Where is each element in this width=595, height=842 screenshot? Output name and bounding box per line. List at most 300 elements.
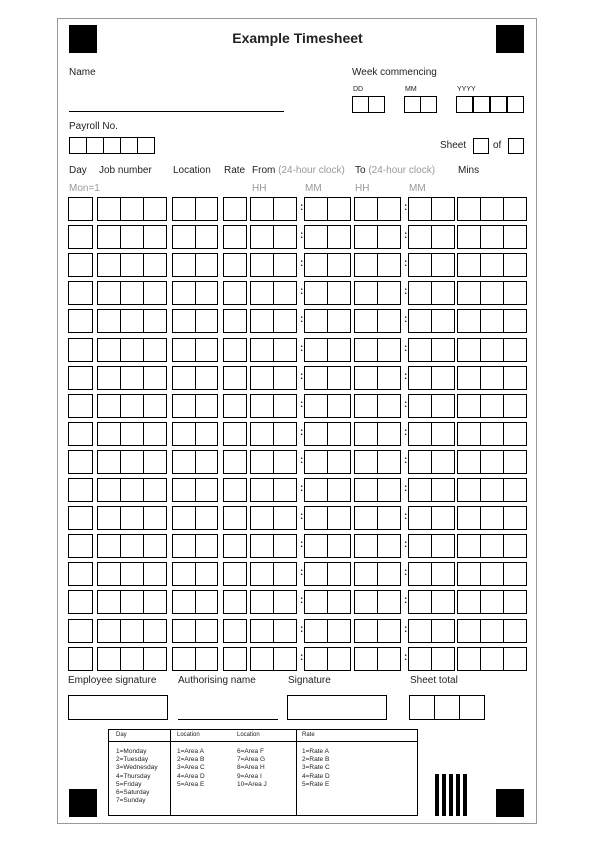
location-entry-box[interactable] xyxy=(172,450,196,474)
minutes-entry-box[interactable] xyxy=(480,338,504,362)
minutes-entry-box[interactable] xyxy=(503,506,527,530)
from-hours-entry-box[interactable] xyxy=(250,338,274,362)
to-hours-entry-box[interactable] xyxy=(354,253,378,277)
sheet-total-boxes[interactable] xyxy=(409,695,485,720)
to-minutes-entry-box[interactable] xyxy=(408,338,432,362)
to-hours-entry-box[interactable] xyxy=(354,619,378,643)
job-number-entry-box[interactable] xyxy=(143,197,167,221)
to-minutes-entry-box[interactable] xyxy=(431,450,455,474)
job-number-entry-box[interactable] xyxy=(97,619,121,643)
to-hours-entry-box[interactable] xyxy=(354,366,378,390)
from-hours-entry-box[interactable] xyxy=(250,450,274,474)
minutes-entry-box[interactable] xyxy=(503,225,527,249)
day-entry-box[interactable] xyxy=(68,366,93,390)
to-hours-entry-box[interactable] xyxy=(377,478,401,502)
from-hours-entry-box[interactable] xyxy=(250,281,274,305)
from-minutes-entry-box[interactable] xyxy=(304,619,328,643)
from-minutes-entry-box[interactable] xyxy=(327,394,351,418)
to-minutes-entry-box[interactable] xyxy=(408,225,432,249)
from-minutes-entry-box[interactable] xyxy=(327,534,351,558)
from-minutes-entry-box[interactable] xyxy=(327,619,351,643)
day-entry-box[interactable] xyxy=(68,619,93,643)
digit-box[interactable] xyxy=(459,695,485,720)
location-entry-box[interactable] xyxy=(172,422,196,446)
job-number-entry-box[interactable] xyxy=(97,562,121,586)
job-number-entry-box[interactable] xyxy=(143,394,167,418)
from-minutes-entry-box[interactable] xyxy=(304,422,328,446)
from-hours-entry-box[interactable] xyxy=(250,197,274,221)
location-entry-box[interactable] xyxy=(195,309,219,333)
job-number-entry-box[interactable] xyxy=(120,338,144,362)
day-entry-box[interactable] xyxy=(68,506,93,530)
to-minutes-entry-box[interactable] xyxy=(408,309,432,333)
from-minutes-entry-box[interactable] xyxy=(304,562,328,586)
location-entry-box[interactable] xyxy=(172,506,196,530)
authorising-name-field[interactable] xyxy=(178,719,278,720)
to-minutes-entry-box[interactable] xyxy=(408,506,432,530)
from-hours-entry-box[interactable] xyxy=(273,534,297,558)
from-hours-entry-box[interactable] xyxy=(273,562,297,586)
from-minutes-entry-box[interactable] xyxy=(304,394,328,418)
from-minutes-entry-box[interactable] xyxy=(304,197,328,221)
to-hours-entry-box[interactable] xyxy=(377,506,401,530)
from-minutes-entry-box[interactable] xyxy=(327,366,351,390)
from-hours-entry-box[interactable] xyxy=(250,478,274,502)
job-number-entry-box[interactable] xyxy=(120,647,144,671)
minutes-entry-box[interactable] xyxy=(503,338,527,362)
location-entry-box[interactable] xyxy=(172,366,196,390)
from-minutes-entry-box[interactable] xyxy=(304,253,328,277)
from-hours-entry-box[interactable] xyxy=(250,422,274,446)
from-hours-entry-box[interactable] xyxy=(250,534,274,558)
digit-box[interactable] xyxy=(86,137,104,154)
from-minutes-entry-box[interactable] xyxy=(327,338,351,362)
digit-box[interactable] xyxy=(507,96,524,113)
minutes-entry-box[interactable] xyxy=(503,647,527,671)
from-minutes-entry-box[interactable] xyxy=(304,534,328,558)
day-entry-box[interactable] xyxy=(68,590,93,614)
location-entry-box[interactable] xyxy=(172,478,196,502)
location-entry-box[interactable] xyxy=(195,450,219,474)
job-number-entry-box[interactable] xyxy=(120,197,144,221)
to-minutes-entry-box[interactable] xyxy=(408,450,432,474)
location-entry-box[interactable] xyxy=(172,590,196,614)
to-minutes-entry-box[interactable] xyxy=(431,309,455,333)
job-number-entry-box[interactable] xyxy=(143,590,167,614)
to-minutes-entry-box[interactable] xyxy=(408,619,432,643)
from-minutes-entry-box[interactable] xyxy=(327,562,351,586)
to-hours-entry-box[interactable] xyxy=(377,422,401,446)
from-minutes-entry-box[interactable] xyxy=(304,478,328,502)
digit-box[interactable] xyxy=(137,137,155,154)
job-number-entry-box[interactable] xyxy=(97,478,121,502)
minutes-entry-box[interactable] xyxy=(480,478,504,502)
minutes-entry-box[interactable] xyxy=(503,394,527,418)
to-hours-entry-box[interactable] xyxy=(354,534,378,558)
employee-signature-box[interactable] xyxy=(68,695,168,720)
week-day-boxes[interactable] xyxy=(352,96,385,113)
rate-entry-box[interactable] xyxy=(223,619,247,643)
to-minutes-entry-box[interactable] xyxy=(431,197,455,221)
week-month-boxes[interactable] xyxy=(404,96,437,113)
digit-box[interactable] xyxy=(456,96,473,113)
minutes-entry-box[interactable] xyxy=(503,422,527,446)
signature-box[interactable] xyxy=(287,695,387,720)
from-hours-entry-box[interactable] xyxy=(250,619,274,643)
minutes-entry-box[interactable] xyxy=(480,394,504,418)
minutes-entry-box[interactable] xyxy=(503,197,527,221)
minutes-entry-box[interactable] xyxy=(457,225,481,249)
job-number-entry-box[interactable] xyxy=(97,506,121,530)
job-number-entry-box[interactable] xyxy=(120,619,144,643)
from-minutes-entry-box[interactable] xyxy=(304,366,328,390)
to-hours-entry-box[interactable] xyxy=(354,590,378,614)
minutes-entry-box[interactable] xyxy=(457,534,481,558)
location-entry-box[interactable] xyxy=(195,225,219,249)
to-hours-entry-box[interactable] xyxy=(354,506,378,530)
job-number-entry-box[interactable] xyxy=(97,394,121,418)
to-hours-entry-box[interactable] xyxy=(377,562,401,586)
digit-box[interactable] xyxy=(473,96,490,113)
to-minutes-entry-box[interactable] xyxy=(408,478,432,502)
job-number-entry-box[interactable] xyxy=(143,647,167,671)
to-minutes-entry-box[interactable] xyxy=(431,534,455,558)
minutes-entry-box[interactable] xyxy=(503,450,527,474)
job-number-entry-box[interactable] xyxy=(120,422,144,446)
minutes-entry-box[interactable] xyxy=(503,253,527,277)
day-entry-box[interactable] xyxy=(68,450,93,474)
to-hours-entry-box[interactable] xyxy=(377,225,401,249)
to-hours-entry-box[interactable] xyxy=(354,281,378,305)
to-hours-entry-box[interactable] xyxy=(354,338,378,362)
job-number-entry-box[interactable] xyxy=(97,253,121,277)
from-minutes-entry-box[interactable] xyxy=(327,253,351,277)
minutes-entry-box[interactable] xyxy=(480,619,504,643)
day-entry-box[interactable] xyxy=(68,478,93,502)
from-minutes-entry-box[interactable] xyxy=(304,338,328,362)
from-hours-entry-box[interactable] xyxy=(250,366,274,390)
from-hours-entry-box[interactable] xyxy=(250,225,274,249)
to-minutes-entry-box[interactable] xyxy=(431,619,455,643)
to-minutes-entry-box[interactable] xyxy=(431,394,455,418)
minutes-entry-box[interactable] xyxy=(480,281,504,305)
sheet-number-box[interactable] xyxy=(473,138,489,154)
location-entry-box[interactable] xyxy=(172,619,196,643)
job-number-entry-box[interactable] xyxy=(97,590,121,614)
to-hours-entry-box[interactable] xyxy=(354,647,378,671)
minutes-entry-box[interactable] xyxy=(457,394,481,418)
to-hours-entry-box[interactable] xyxy=(354,225,378,249)
from-minutes-entry-box[interactable] xyxy=(304,647,328,671)
from-minutes-entry-box[interactable] xyxy=(327,450,351,474)
job-number-entry-box[interactable] xyxy=(97,281,121,305)
minutes-entry-box[interactable] xyxy=(480,590,504,614)
rate-entry-box[interactable] xyxy=(223,590,247,614)
job-number-entry-box[interactable] xyxy=(143,309,167,333)
to-hours-entry-box[interactable] xyxy=(354,309,378,333)
from-minutes-entry-box[interactable] xyxy=(304,450,328,474)
minutes-entry-box[interactable] xyxy=(503,281,527,305)
location-entry-box[interactable] xyxy=(195,562,219,586)
job-number-entry-box[interactable] xyxy=(120,562,144,586)
from-hours-entry-box[interactable] xyxy=(273,394,297,418)
location-entry-box[interactable] xyxy=(172,647,196,671)
from-hours-entry-box[interactable] xyxy=(273,197,297,221)
rate-entry-box[interactable] xyxy=(223,562,247,586)
from-hours-entry-box[interactable] xyxy=(273,253,297,277)
job-number-entry-box[interactable] xyxy=(97,197,121,221)
location-entry-box[interactable] xyxy=(195,619,219,643)
minutes-entry-box[interactable] xyxy=(480,253,504,277)
day-entry-box[interactable] xyxy=(68,281,93,305)
to-hours-entry-box[interactable] xyxy=(354,422,378,446)
minutes-entry-box[interactable] xyxy=(503,534,527,558)
minutes-entry-box[interactable] xyxy=(457,647,481,671)
minutes-entry-box[interactable] xyxy=(457,281,481,305)
minutes-entry-box[interactable] xyxy=(457,478,481,502)
from-hours-entry-box[interactable] xyxy=(250,590,274,614)
minutes-entry-box[interactable] xyxy=(457,309,481,333)
from-minutes-entry-box[interactable] xyxy=(304,506,328,530)
minutes-entry-box[interactable] xyxy=(480,647,504,671)
to-minutes-entry-box[interactable] xyxy=(431,562,455,586)
to-hours-entry-box[interactable] xyxy=(354,197,378,221)
from-hours-entry-box[interactable] xyxy=(273,619,297,643)
minutes-entry-box[interactable] xyxy=(503,562,527,586)
day-entry-box[interactable] xyxy=(68,197,93,221)
to-minutes-entry-box[interactable] xyxy=(408,562,432,586)
from-hours-entry-box[interactable] xyxy=(250,253,274,277)
rate-entry-box[interactable] xyxy=(223,366,247,390)
payroll-boxes[interactable] xyxy=(69,137,155,154)
rate-entry-box[interactable] xyxy=(223,253,247,277)
day-entry-box[interactable] xyxy=(68,338,93,362)
job-number-entry-box[interactable] xyxy=(97,225,121,249)
job-number-entry-box[interactable] xyxy=(97,422,121,446)
to-minutes-entry-box[interactable] xyxy=(431,506,455,530)
from-hours-entry-box[interactable] xyxy=(273,225,297,249)
rate-entry-box[interactable] xyxy=(223,225,247,249)
job-number-entry-box[interactable] xyxy=(120,534,144,558)
from-hours-entry-box[interactable] xyxy=(273,450,297,474)
to-minutes-entry-box[interactable] xyxy=(408,281,432,305)
minutes-entry-box[interactable] xyxy=(457,366,481,390)
job-number-entry-box[interactable] xyxy=(97,309,121,333)
week-year-boxes[interactable] xyxy=(456,96,524,113)
job-number-entry-box[interactable] xyxy=(120,281,144,305)
job-number-entry-box[interactable] xyxy=(97,450,121,474)
job-number-entry-box[interactable] xyxy=(143,450,167,474)
to-minutes-entry-box[interactable] xyxy=(431,422,455,446)
to-minutes-entry-box[interactable] xyxy=(431,281,455,305)
to-minutes-entry-box[interactable] xyxy=(408,422,432,446)
rate-entry-box[interactable] xyxy=(223,422,247,446)
day-entry-box[interactable] xyxy=(68,562,93,586)
to-hours-entry-box[interactable] xyxy=(377,281,401,305)
minutes-entry-box[interactable] xyxy=(457,253,481,277)
minutes-entry-box[interactable] xyxy=(480,450,504,474)
to-minutes-entry-box[interactable] xyxy=(431,338,455,362)
minutes-entry-box[interactable] xyxy=(457,590,481,614)
minutes-entry-box[interactable] xyxy=(503,619,527,643)
to-hours-entry-box[interactable] xyxy=(377,394,401,418)
from-hours-entry-box[interactable] xyxy=(273,590,297,614)
minutes-entry-box[interactable] xyxy=(457,506,481,530)
from-hours-entry-box[interactable] xyxy=(273,478,297,502)
job-number-entry-box[interactable] xyxy=(97,366,121,390)
location-entry-box[interactable] xyxy=(195,422,219,446)
location-entry-box[interactable] xyxy=(172,197,196,221)
minutes-entry-box[interactable] xyxy=(503,309,527,333)
job-number-entry-box[interactable] xyxy=(143,338,167,362)
from-minutes-entry-box[interactable] xyxy=(304,225,328,249)
digit-box[interactable] xyxy=(434,695,460,720)
minutes-entry-box[interactable] xyxy=(503,366,527,390)
to-minutes-entry-box[interactable] xyxy=(408,253,432,277)
job-number-entry-box[interactable] xyxy=(143,422,167,446)
day-entry-box[interactable] xyxy=(68,647,93,671)
day-entry-box[interactable] xyxy=(68,225,93,249)
minutes-entry-box[interactable] xyxy=(480,225,504,249)
job-number-entry-box[interactable] xyxy=(97,647,121,671)
to-hours-entry-box[interactable] xyxy=(354,394,378,418)
location-entry-box[interactable] xyxy=(172,338,196,362)
rate-entry-box[interactable] xyxy=(223,506,247,530)
from-minutes-entry-box[interactable] xyxy=(304,281,328,305)
to-minutes-entry-box[interactable] xyxy=(431,253,455,277)
minutes-entry-box[interactable] xyxy=(480,506,504,530)
to-hours-entry-box[interactable] xyxy=(354,450,378,474)
to-hours-entry-box[interactable] xyxy=(377,197,401,221)
job-number-entry-box[interactable] xyxy=(120,506,144,530)
from-hours-entry-box[interactable] xyxy=(273,309,297,333)
minutes-entry-box[interactable] xyxy=(480,309,504,333)
job-number-entry-box[interactable] xyxy=(120,309,144,333)
from-hours-entry-box[interactable] xyxy=(273,281,297,305)
rate-entry-box[interactable] xyxy=(223,478,247,502)
day-entry-box[interactable] xyxy=(68,394,93,418)
job-number-entry-box[interactable] xyxy=(120,253,144,277)
to-minutes-entry-box[interactable] xyxy=(408,590,432,614)
rate-entry-box[interactable] xyxy=(223,197,247,221)
digit-box[interactable] xyxy=(103,137,121,154)
minutes-entry-box[interactable] xyxy=(457,450,481,474)
from-minutes-entry-box[interactable] xyxy=(327,590,351,614)
minutes-entry-box[interactable] xyxy=(457,422,481,446)
name-field[interactable] xyxy=(69,111,284,112)
to-minutes-entry-box[interactable] xyxy=(431,366,455,390)
digit-box[interactable] xyxy=(120,137,138,154)
location-entry-box[interactable] xyxy=(195,281,219,305)
minutes-entry-box[interactable] xyxy=(457,562,481,586)
to-minutes-entry-box[interactable] xyxy=(431,225,455,249)
digit-box[interactable] xyxy=(409,695,435,720)
job-number-entry-box[interactable] xyxy=(143,534,167,558)
from-minutes-entry-box[interactable] xyxy=(327,281,351,305)
digit-box[interactable] xyxy=(490,96,507,113)
job-number-entry-box[interactable] xyxy=(143,366,167,390)
minutes-entry-box[interactable] xyxy=(480,366,504,390)
location-entry-box[interactable] xyxy=(195,366,219,390)
location-entry-box[interactable] xyxy=(172,534,196,558)
minutes-entry-box[interactable] xyxy=(480,422,504,446)
to-minutes-entry-box[interactable] xyxy=(431,647,455,671)
to-hours-entry-box[interactable] xyxy=(377,590,401,614)
from-minutes-entry-box[interactable] xyxy=(327,225,351,249)
day-entry-box[interactable] xyxy=(68,422,93,446)
from-hours-entry-box[interactable] xyxy=(273,647,297,671)
rate-entry-box[interactable] xyxy=(223,309,247,333)
location-entry-box[interactable] xyxy=(195,197,219,221)
location-entry-box[interactable] xyxy=(172,309,196,333)
from-minutes-entry-box[interactable] xyxy=(327,197,351,221)
location-entry-box[interactable] xyxy=(195,647,219,671)
job-number-entry-box[interactable] xyxy=(143,562,167,586)
job-number-entry-box[interactable] xyxy=(120,394,144,418)
minutes-entry-box[interactable] xyxy=(457,338,481,362)
to-hours-entry-box[interactable] xyxy=(377,647,401,671)
rate-entry-box[interactable] xyxy=(223,281,247,305)
to-minutes-entry-box[interactable] xyxy=(408,534,432,558)
job-number-entry-box[interactable] xyxy=(120,450,144,474)
rate-entry-box[interactable] xyxy=(223,647,247,671)
job-number-entry-box[interactable] xyxy=(120,225,144,249)
job-number-entry-box[interactable] xyxy=(120,478,144,502)
job-number-entry-box[interactable] xyxy=(120,366,144,390)
to-hours-entry-box[interactable] xyxy=(377,253,401,277)
sheet-total-count-box[interactable] xyxy=(508,138,524,154)
job-number-entry-box[interactable] xyxy=(143,506,167,530)
minutes-entry-box[interactable] xyxy=(480,197,504,221)
from-hours-entry-box[interactable] xyxy=(273,506,297,530)
to-minutes-entry-box[interactable] xyxy=(431,590,455,614)
from-minutes-entry-box[interactable] xyxy=(304,590,328,614)
to-hours-entry-box[interactable] xyxy=(377,619,401,643)
digit-box[interactable] xyxy=(420,96,437,113)
minutes-entry-box[interactable] xyxy=(480,562,504,586)
job-number-entry-box[interactable] xyxy=(143,619,167,643)
to-minutes-entry-box[interactable] xyxy=(408,647,432,671)
job-number-entry-box[interactable] xyxy=(143,225,167,249)
rate-entry-box[interactable] xyxy=(223,450,247,474)
to-hours-entry-box[interactable] xyxy=(377,534,401,558)
from-hours-entry-box[interactable] xyxy=(273,338,297,362)
digit-box[interactable] xyxy=(404,96,421,113)
job-number-entry-box[interactable] xyxy=(143,478,167,502)
digit-box[interactable] xyxy=(368,96,385,113)
from-hours-entry-box[interactable] xyxy=(250,647,274,671)
day-entry-box[interactable] xyxy=(68,253,93,277)
job-number-entry-box[interactable] xyxy=(97,338,121,362)
to-minutes-entry-box[interactable] xyxy=(408,197,432,221)
location-entry-box[interactable] xyxy=(195,338,219,362)
to-hours-entry-box[interactable] xyxy=(354,562,378,586)
from-hours-entry-box[interactable] xyxy=(250,562,274,586)
to-minutes-entry-box[interactable] xyxy=(431,478,455,502)
rate-entry-box[interactable] xyxy=(223,394,247,418)
from-hours-entry-box[interactable] xyxy=(273,422,297,446)
location-entry-box[interactable] xyxy=(195,534,219,558)
to-hours-entry-box[interactable] xyxy=(377,309,401,333)
job-number-entry-box[interactable] xyxy=(143,281,167,305)
job-number-entry-box[interactable] xyxy=(120,590,144,614)
from-hours-entry-box[interactable] xyxy=(250,309,274,333)
minutes-entry-box[interactable] xyxy=(480,534,504,558)
to-hours-entry-box[interactable] xyxy=(377,366,401,390)
location-entry-box[interactable] xyxy=(172,253,196,277)
from-minutes-entry-box[interactable] xyxy=(327,647,351,671)
location-entry-box[interactable] xyxy=(195,506,219,530)
